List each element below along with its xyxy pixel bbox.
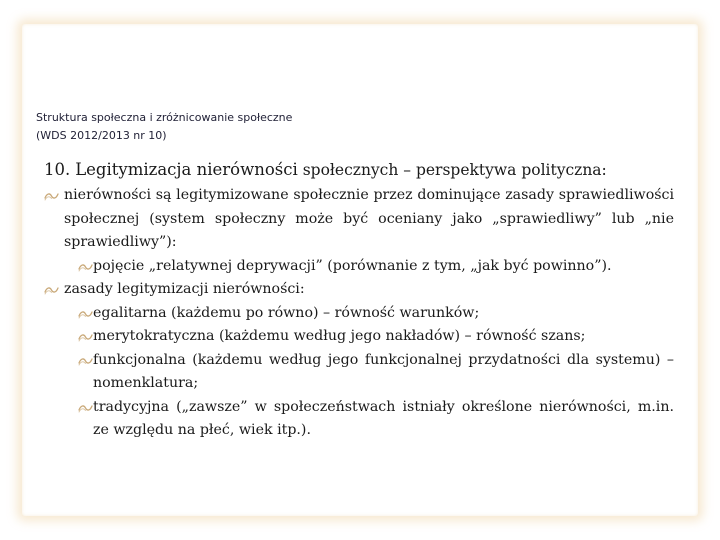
wavy-bullet-icon (78, 332, 91, 342)
wavy-bullet-icon (44, 285, 59, 295)
title-number: 10. (44, 160, 71, 179)
bullet-text: nierówności są legitymizowane społecznie przez dominujące zasady sprawiedliwości społecznej (system społeczny może być oceniany jako „sprawiedliwy” lub „nie sprawiedliwy”): (64, 187, 674, 250)
wavy-bullet-icon (78, 403, 91, 413)
wavy-bullet-icon (78, 262, 91, 272)
header-line-2: (WDS 2012/2013 nr 10) (36, 129, 167, 142)
bullet-item (44, 278, 674, 302)
slide-title (44, 156, 674, 184)
wavy-bullet-icon (78, 356, 91, 366)
sub-bullet-item (92, 325, 674, 349)
wavy-bullet-icon (44, 191, 59, 201)
wavy-bullet-icon (78, 309, 91, 319)
bullet-item (44, 184, 674, 255)
header-line-1: Struktura społeczna i zróżnicowanie społeczne (36, 111, 293, 124)
sub-bullet-item (92, 349, 674, 396)
bullet-text: zasady legitymizacji nierówności: (64, 281, 305, 297)
sub-bullet-item (92, 255, 674, 279)
sub-bullet-item (92, 302, 674, 326)
sub-bullet-text: egalitarna (każdemu po równo) – równość warunków; (93, 304, 480, 321)
slide-header (36, 109, 656, 145)
slide-content (44, 156, 674, 443)
title-rest: społecznych – perspektywa polityczna: (297, 161, 607, 179)
sub-bullet-text: merytokratyczna (każdemu według jego nakładów) – równość szans; (93, 328, 586, 344)
title-main: Legitymizacja nierówności (75, 160, 298, 179)
sub-bullet-item (92, 396, 674, 443)
sub-bullet-text: tradycyjna („zawsze” w społeczeństwach istniały określone nierówności, m.in. ze względu na płeć, wiek itp.). (93, 398, 674, 438)
sub-bullet-text: pojęcie „relatywnej deprywacji” (porównanie z tym, „jak być powinno”). (93, 257, 612, 274)
sub-bullet-text: funkcjonalna (każdemu według jego funkcjonalnej przydatności dla systemu) – nomenklatura; (93, 351, 674, 391)
